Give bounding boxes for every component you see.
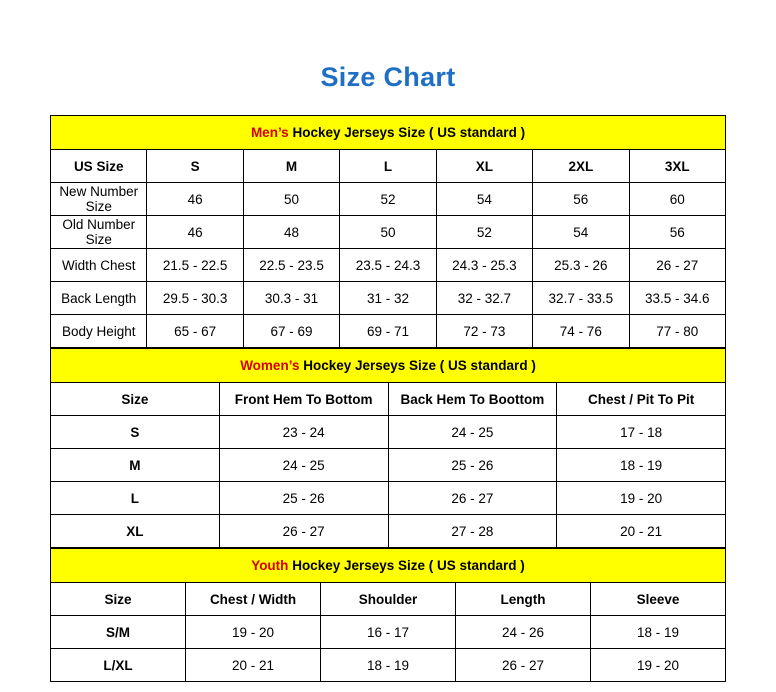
- table-row: [51, 515, 726, 548]
- cell: 54: [533, 216, 629, 249]
- table-banner-row: [51, 349, 726, 383]
- cell: 18 - 19: [321, 649, 456, 682]
- table-row: [51, 616, 726, 649]
- cell: 22.5 - 23.5: [243, 249, 339, 282]
- row-label: Back Length: [51, 282, 147, 315]
- cell: 24 - 25: [219, 449, 388, 482]
- cell: 19 - 20: [557, 482, 726, 515]
- cell: 25 - 26: [388, 449, 557, 482]
- cell: 26 - 27: [629, 249, 725, 282]
- row-label: M: [51, 449, 220, 482]
- cell: 18 - 19: [557, 449, 726, 482]
- col-head: Back Hem To Boottom: [388, 383, 557, 416]
- cell: 54: [436, 183, 532, 216]
- col-head: Sleeve: [591, 583, 726, 616]
- cell: 26 - 27: [388, 482, 557, 515]
- cell: 27 - 28: [388, 515, 557, 548]
- cell: 18 - 19: [591, 616, 726, 649]
- cell: 20 - 21: [557, 515, 726, 548]
- cell: 16 - 17: [321, 616, 456, 649]
- cell: 56: [629, 216, 725, 249]
- col-head: Length: [456, 583, 591, 616]
- col-head: Chest / Width: [186, 583, 321, 616]
- col-head: S: [147, 150, 243, 183]
- cell: 46: [147, 183, 243, 216]
- cell: 19 - 20: [186, 616, 321, 649]
- cell: 25.3 - 26: [533, 249, 629, 282]
- table-row: [51, 649, 726, 682]
- cell: 17 - 18: [557, 416, 726, 449]
- col-head: Shoulder: [321, 583, 456, 616]
- col-head: Chest / Pit To Pit: [557, 383, 726, 416]
- table-banner-row: [51, 549, 726, 583]
- col-head: Front Hem To Bottom: [219, 383, 388, 416]
- cell: 48: [243, 216, 339, 249]
- table-row: [51, 249, 726, 282]
- table-row: [51, 282, 726, 315]
- cell: 32 - 32.7: [436, 282, 532, 315]
- row-label: S/M: [51, 616, 186, 649]
- row-label: Body Height: [51, 315, 147, 348]
- row-label: L/XL: [51, 649, 186, 682]
- cell: 32.7 - 33.5: [533, 282, 629, 315]
- womens-size-table: [50, 348, 726, 548]
- youth-banner: [51, 549, 726, 583]
- cell: 29.5 - 30.3: [147, 282, 243, 315]
- row-label: New Number Size: [51, 183, 147, 216]
- cell: 24.3 - 25.3: [436, 249, 532, 282]
- mens-banner-rest: Hockey Jerseys Size ( US standard ): [288, 125, 526, 140]
- cell: 24 - 25: [388, 416, 557, 449]
- cell: 23 - 24: [219, 416, 388, 449]
- col-head: 3XL: [629, 150, 725, 183]
- cell: 23.5 - 24.3: [340, 249, 436, 282]
- womens-banner-accent: Women’s: [240, 358, 300, 373]
- table-header-row: [51, 583, 726, 616]
- cell: 77 - 80: [629, 315, 725, 348]
- table-row: [51, 216, 726, 249]
- row-label: S: [51, 416, 220, 449]
- table-row: [51, 315, 726, 348]
- table-row: [51, 482, 726, 515]
- cell: 52: [436, 216, 532, 249]
- cell: 60: [629, 183, 725, 216]
- womens-banner-rest: Hockey Jerseys Size ( US standard ): [299, 358, 536, 373]
- cell: 19 - 20: [591, 649, 726, 682]
- row-label: Old Number Size: [51, 216, 147, 249]
- cell: 46: [147, 216, 243, 249]
- col-head: L: [340, 150, 436, 183]
- cell: 52: [340, 183, 436, 216]
- page-title: Size Chart: [320, 62, 456, 92]
- table-banner-row: [51, 116, 726, 150]
- row-label: Width Chest: [51, 249, 147, 282]
- col-head: Size: [51, 383, 220, 416]
- table-header-row: [51, 383, 726, 416]
- cell: 26 - 27: [219, 515, 388, 548]
- cell: 72 - 73: [436, 315, 532, 348]
- mens-banner-accent: Men’s: [250, 125, 289, 140]
- row-label: L: [51, 482, 220, 515]
- cell: 31 - 32: [340, 282, 436, 315]
- cell: 50: [340, 216, 436, 249]
- col-head: M: [243, 150, 339, 183]
- mens-banner: [51, 116, 726, 150]
- cell: 74 - 76: [533, 315, 629, 348]
- mens-size-table: [50, 115, 726, 348]
- col-head: XL: [436, 150, 532, 183]
- cell: 24 - 26: [456, 616, 591, 649]
- cell: 65 - 67: [147, 315, 243, 348]
- col-head: Size: [51, 583, 186, 616]
- table-header-row: [51, 150, 726, 183]
- charts-container: [50, 115, 726, 682]
- row-label: XL: [51, 515, 220, 548]
- col-head: 2XL: [533, 150, 629, 183]
- cell: 56: [533, 183, 629, 216]
- table-row: [51, 416, 726, 449]
- youth-banner-rest: Hockey Jerseys Size ( US standard ): [288, 558, 525, 573]
- youth-size-table: [50, 548, 726, 682]
- col-head: US Size: [51, 150, 147, 183]
- cell: 50: [243, 183, 339, 216]
- cell: 21.5 - 22.5: [147, 249, 243, 282]
- womens-banner: [51, 349, 726, 383]
- cell: 67 - 69: [243, 315, 339, 348]
- cell: 20 - 21: [186, 649, 321, 682]
- cell: 30.3 - 31: [243, 282, 339, 315]
- table-row: [51, 449, 726, 482]
- youth-banner-accent: Youth: [251, 558, 289, 573]
- table-row: [51, 183, 726, 216]
- cell: 25 - 26: [219, 482, 388, 515]
- cell: 26 - 27: [456, 649, 591, 682]
- cell: 33.5 - 34.6: [629, 282, 725, 315]
- cell: 69 - 71: [340, 315, 436, 348]
